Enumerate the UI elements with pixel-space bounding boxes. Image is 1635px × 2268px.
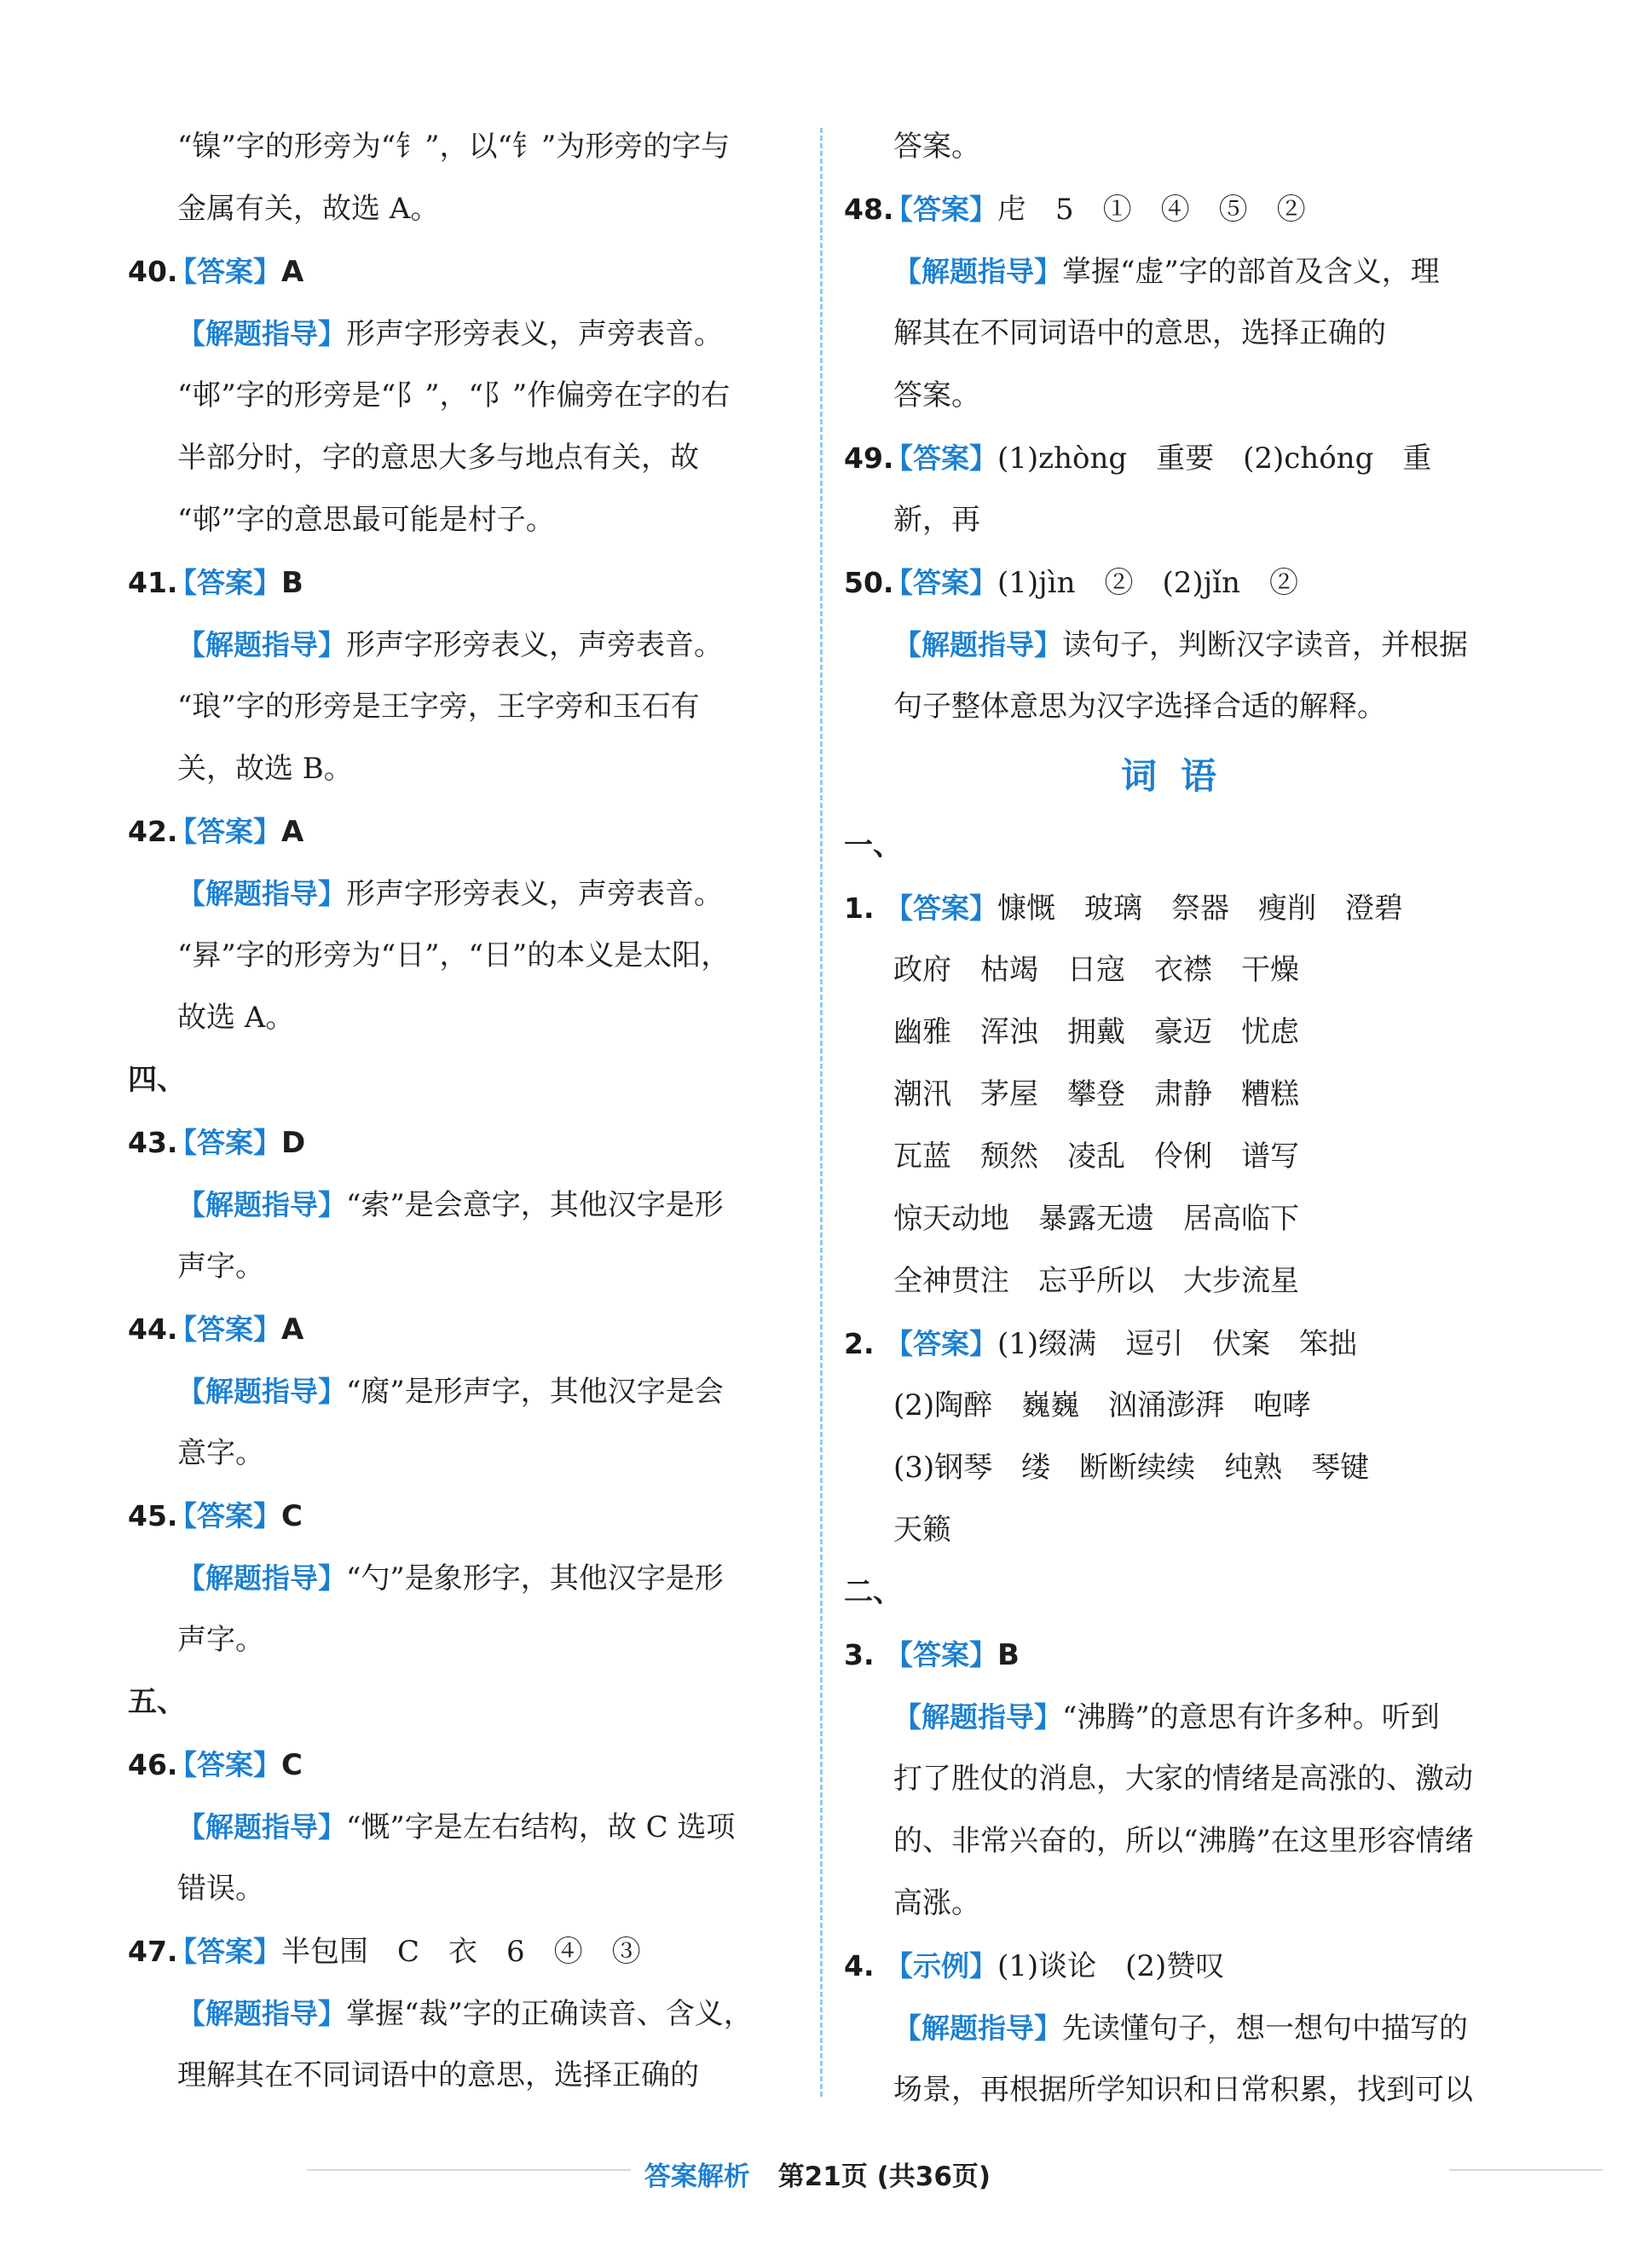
section-number: 四、 xyxy=(128,1063,186,1097)
item-number: 47. xyxy=(128,1935,178,1968)
section-marker xyxy=(844,815,1517,877)
answer-item xyxy=(128,240,810,303)
answer-item xyxy=(844,178,1517,240)
text-line xyxy=(844,1375,1517,1437)
body-text: 半部分时，字的意思大多与地点有关，故 xyxy=(177,441,699,475)
text-line xyxy=(844,365,1517,427)
body-text: “邨”字的意思最可能是村子。 xyxy=(177,503,555,537)
text-line xyxy=(128,1236,810,1298)
text-line xyxy=(128,1174,810,1236)
text-line xyxy=(844,1499,1517,1561)
text-line xyxy=(844,1250,1517,1313)
body-text: 句子整体意思为汉字选择合适的解释。 xyxy=(893,690,1386,724)
text-line xyxy=(128,1423,810,1485)
text-line xyxy=(128,1858,810,1920)
body-text: 形声字形旁表义，声旁表音。 xyxy=(346,877,723,911)
answer-item xyxy=(844,427,1517,489)
label-tag: 【答案】 xyxy=(169,1748,281,1781)
text-line xyxy=(128,178,810,240)
body-text: 金属有关，故选 A。 xyxy=(177,192,440,226)
text-line xyxy=(844,1873,1517,1935)
label-tag: 【解题指导】 xyxy=(893,2011,1062,2045)
label-tag: 【解题指导】 xyxy=(177,1810,346,1844)
answer-item xyxy=(844,1624,1517,1686)
section-marker xyxy=(844,1561,1517,1624)
body-text: 政府 枯竭 日寇 衣襟 干燥 xyxy=(893,953,1299,987)
answer-value: C xyxy=(281,1499,303,1533)
label-tag: 【答案】 xyxy=(169,1499,281,1532)
item-number: 1. xyxy=(844,892,875,925)
text-line xyxy=(844,116,1517,178)
text-line xyxy=(844,240,1517,303)
body-text: 声字。 xyxy=(177,1623,264,1657)
body-text: (1)缀满 逗引 伏案 笨拙 xyxy=(997,1327,1358,1361)
label-tag: 【解题指导】 xyxy=(177,877,346,910)
answer-value: A xyxy=(281,815,304,849)
item-number: 40. xyxy=(128,255,178,288)
answer-value: B xyxy=(997,1638,1020,1672)
body-text: “镍”字的形旁为“钅”，以“钅”为形旁的字与 xyxy=(177,130,731,164)
page-footer xyxy=(0,2155,1635,2193)
body-text: 虍 5 ① ④ ⑤ ② xyxy=(997,193,1306,227)
body-text: 故选 A。 xyxy=(177,1001,295,1035)
text-line xyxy=(844,1064,1517,1126)
body-text: 天籁 xyxy=(893,1513,951,1547)
text-line xyxy=(844,2059,1517,2121)
body-text: 全神贯注 忘乎所以 大步流星 xyxy=(893,1264,1299,1298)
body-text: 答案。 xyxy=(893,378,980,413)
item-number: 43. xyxy=(128,1126,178,1159)
item-number: 49. xyxy=(844,441,894,475)
text-line xyxy=(844,1001,1517,1064)
answer-value: A xyxy=(281,255,304,289)
text-line xyxy=(128,987,810,1049)
body-text: “琅”字的形旁是王字旁，王字旁和玉石有 xyxy=(177,690,700,724)
item-number: 48. xyxy=(844,193,894,226)
label-tag: 【答案】 xyxy=(885,892,997,925)
body-text: “沸腾”的意思有许多种。听到 xyxy=(1062,1700,1440,1734)
body-text: (1)jìn ② (2)jǐn ② xyxy=(997,566,1298,600)
section-heading xyxy=(844,738,1517,815)
body-text: 高涨。 xyxy=(893,1886,980,1920)
label-tag: 【解题指导】 xyxy=(177,317,346,350)
body-text: “索”是会意字，其他汉字是形 xyxy=(346,1188,724,1222)
body-text: 幽雅 浑浊 拥戴 豪迈 忧虑 xyxy=(893,1015,1299,1049)
text-line xyxy=(844,1126,1517,1188)
label-tag: 【答案】 xyxy=(169,1313,281,1346)
body-text: 慷慨 玻璃 祭器 瘦削 澄碧 xyxy=(997,892,1403,926)
body-text: (2)陶醉 巍巍 汹涌澎湃 咆哮 xyxy=(893,1388,1312,1423)
body-text: 关，故选 B。 xyxy=(177,752,353,786)
body-text: 新，再 xyxy=(893,503,980,537)
answer-item xyxy=(128,1734,810,1796)
section-number: 五、 xyxy=(128,1685,186,1719)
answer-value: C xyxy=(281,1748,303,1782)
text-line xyxy=(128,489,810,551)
section-number: 二、 xyxy=(844,1575,902,1609)
section-marker xyxy=(128,1049,810,1111)
item-number: 45. xyxy=(128,1499,178,1532)
item-number: 4. xyxy=(844,1949,875,1982)
left-column xyxy=(128,116,810,2107)
label-tag: 【解题指导】 xyxy=(177,1561,346,1595)
text-line xyxy=(128,116,810,178)
label-tag: 【答案】 xyxy=(885,193,997,226)
body-text: “腐”是形声字，其他汉字是会 xyxy=(346,1375,724,1409)
text-line xyxy=(128,365,810,427)
text-line xyxy=(128,303,810,365)
label-tag: 【答案】 xyxy=(169,255,281,288)
text-line xyxy=(128,863,810,925)
body-text: 读句子，判断汉字读音，并根据 xyxy=(1062,628,1468,662)
label-tag: 【解题指导】 xyxy=(893,1700,1062,1734)
text-line xyxy=(128,614,810,676)
page-number: 第21页 (共36页) xyxy=(777,2161,991,2192)
label-tag: 【解题指导】 xyxy=(893,255,1062,288)
item-number: 44. xyxy=(128,1313,178,1346)
text-line xyxy=(844,1997,1517,2059)
body-text: “昪”字的形旁为“日”，“日”的本义是太阳， xyxy=(177,938,731,972)
text-line xyxy=(844,1686,1517,1748)
body-text: 先读懂句子，想一想句中描写的 xyxy=(1062,2011,1468,2046)
text-line xyxy=(844,614,1517,676)
body-text: 掌握“裁”字的正确读音、含义， xyxy=(346,1997,753,2031)
body-text: 半包围 C 衣 6 ④ ③ xyxy=(281,1935,641,1969)
body-text: 答案。 xyxy=(893,130,980,164)
body-text: 打了胜仗的消息，大家的情绪是高涨的、激动 xyxy=(893,1762,1473,1796)
item-number: 50. xyxy=(844,566,894,599)
body-text: 惊天动地 暴露无遗 居高临下 xyxy=(893,1202,1299,1236)
body-text: “邨”字的形旁是“阝”，“阝”作偏旁在字的右 xyxy=(177,378,731,413)
text-line xyxy=(128,676,810,738)
body-text: 错误。 xyxy=(177,1872,264,1906)
item-number: 41. xyxy=(128,566,178,599)
label-tag: 【答案】 xyxy=(885,566,997,599)
body-text: 形声字形旁表义，声旁表音。 xyxy=(346,317,723,351)
footer-label: 答案解析 xyxy=(644,2161,750,2192)
heading-text: 词语 xyxy=(1120,755,1240,797)
item-number: 3. xyxy=(844,1638,875,1671)
text-line xyxy=(844,676,1517,738)
text-line xyxy=(844,1188,1517,1250)
answer-value: B xyxy=(281,566,303,600)
label-tag: 【解题指导】 xyxy=(177,628,346,661)
answer-item xyxy=(128,1485,810,1547)
body-text: 声字。 xyxy=(177,1249,264,1284)
label-tag: 【答案】 xyxy=(885,1638,997,1671)
body-text: “慨”字是左右结构，故 C 选项 xyxy=(346,1810,736,1844)
label-tag: 【答案】 xyxy=(169,815,281,848)
item-number: 2. xyxy=(844,1327,875,1360)
body-text: (1)zhòng 重要 (2)chóng 重 xyxy=(997,441,1432,476)
item-number: 46. xyxy=(128,1748,178,1781)
item-number: 42. xyxy=(128,815,178,848)
body-text: 的、非常兴奋的，所以“沸腾”在这里形容情绪 xyxy=(893,1824,1474,1858)
label-tag: 【示例】 xyxy=(885,1949,997,1982)
text-line xyxy=(128,1609,810,1671)
section-number: 一、 xyxy=(844,828,902,863)
body-text: “勺”是象形字，其他汉字是形 xyxy=(346,1561,724,1596)
body-text: 瓦蓝 颓然 凌乱 伶俐 谱写 xyxy=(893,1140,1299,1174)
body-text: 掌握“虚”字的部首及含义，理 xyxy=(1062,255,1440,289)
label-tag: 【解题指导】 xyxy=(893,628,1062,661)
text-line xyxy=(128,2045,810,2107)
answer-item xyxy=(844,551,1517,614)
label-tag: 【答案】 xyxy=(169,566,281,599)
text-line xyxy=(128,427,810,489)
text-line xyxy=(844,1748,1517,1810)
label-tag: 【解题指导】 xyxy=(177,1188,346,1221)
text-line xyxy=(128,1547,810,1609)
answer-item xyxy=(128,800,810,863)
body-text: (3)钢琴 缕 断断续续 纯熟 琴键 xyxy=(893,1451,1370,1485)
answer-item xyxy=(128,1298,810,1360)
text-line xyxy=(128,1796,810,1858)
text-line xyxy=(128,1982,810,2045)
label-tag: 【答案】 xyxy=(885,441,997,475)
answer-item xyxy=(128,1111,810,1174)
body-text: 理解其在不同词语中的意思，选择正确的 xyxy=(177,2058,699,2092)
label-tag: 【解题指导】 xyxy=(177,1375,346,1408)
body-text: 潮汛 茅屋 攀登 肃静 糟糕 xyxy=(893,1077,1299,1111)
column-divider xyxy=(820,128,823,2097)
label-tag: 【答案】 xyxy=(169,1126,281,1159)
answer-value: D xyxy=(281,1126,306,1160)
text-line xyxy=(844,1810,1517,1873)
text-line xyxy=(844,939,1517,1001)
right-column xyxy=(844,116,1517,2121)
section-marker xyxy=(128,1671,810,1734)
text-line xyxy=(844,489,1517,551)
label-tag: 【答案】 xyxy=(885,1327,997,1360)
label-tag: 【解题指导】 xyxy=(177,1997,346,2030)
answer-item xyxy=(844,877,1517,939)
body-text: 意字。 xyxy=(177,1436,264,1470)
answer-item xyxy=(844,1935,1517,1997)
text-line xyxy=(844,1437,1517,1499)
answer-item xyxy=(128,1920,810,1982)
answer-value: A xyxy=(281,1313,304,1347)
text-line xyxy=(128,925,810,987)
text-line xyxy=(128,738,810,800)
body-text: (1)谈论 (2)赞叹 xyxy=(997,1949,1225,1983)
body-text: 场景，再根据所学知识和日常积累，找到可以 xyxy=(893,2073,1473,2107)
body-text: 形声字形旁表义，声旁表音。 xyxy=(346,628,723,662)
text-line xyxy=(844,303,1517,365)
label-tag: 【答案】 xyxy=(169,1935,281,1968)
text-line xyxy=(128,1360,810,1423)
answer-item xyxy=(128,551,810,614)
body-text: 解其在不同词语中的意思，选择正确的 xyxy=(893,316,1386,350)
answer-item xyxy=(844,1313,1517,1375)
